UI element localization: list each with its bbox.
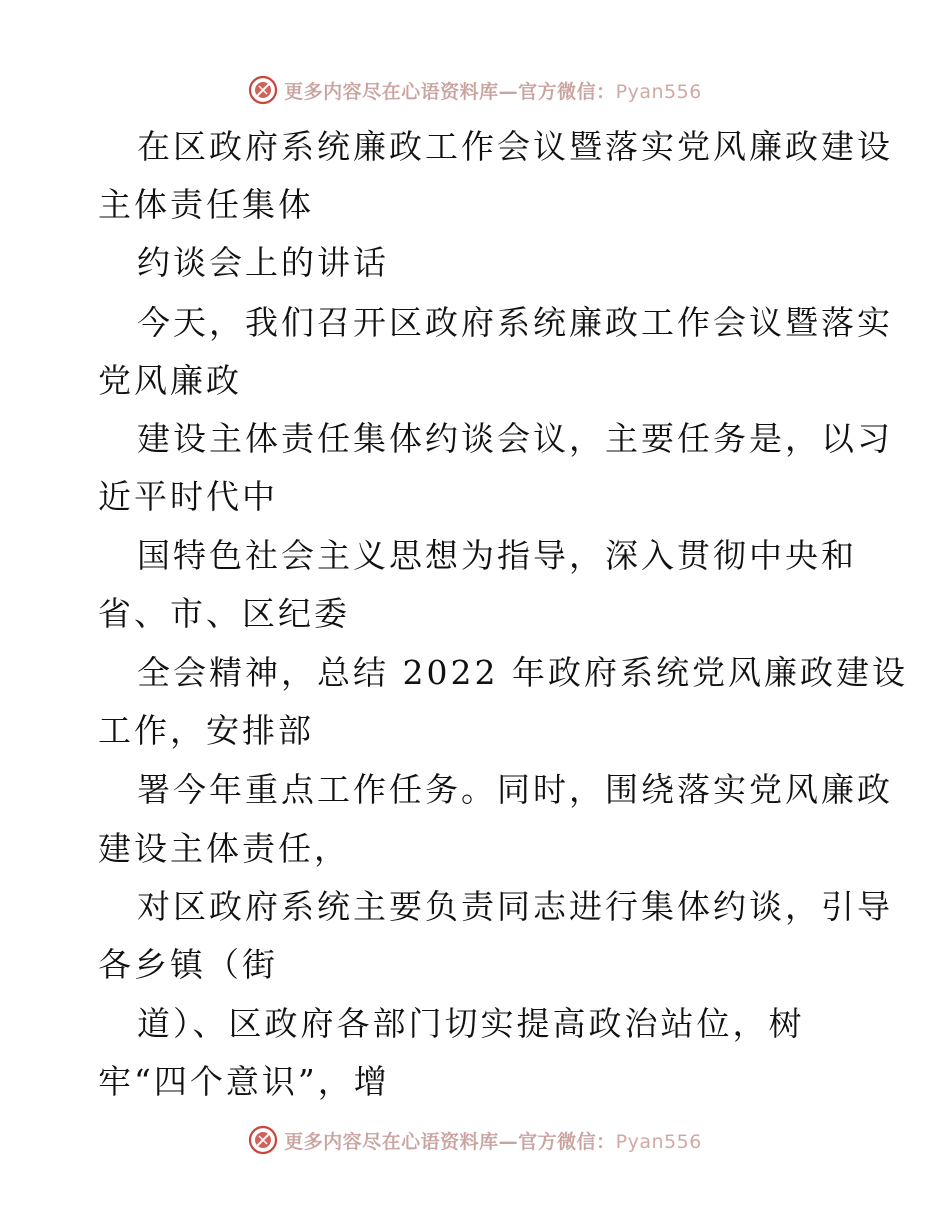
text-line: 党风廉政: [98, 361, 242, 400]
seal-logo-icon: [248, 1125, 278, 1155]
text-line: 各乡镇（街: [98, 945, 278, 984]
text-line: 近平时代中: [98, 477, 278, 516]
text-line: 主体责任集体: [98, 185, 314, 224]
header-watermark-contact: Pyan556: [615, 80, 702, 103]
seal-logo-icon: [248, 75, 278, 105]
text-line: 全会精神，总结 2022 年政府系统党风廉政建设: [137, 653, 908, 692]
footer-watermark-text: 更多内容尽在心语资料库—官方微信：Pyan556: [284, 1130, 702, 1153]
text-line: 国特色社会主义思想为指导，深入贯彻中央和: [137, 536, 857, 575]
text-line: 对区政府系统主要负责同志进行集体约谈，引导: [137, 887, 893, 926]
text-line: 约谈会上的讲话: [137, 243, 389, 282]
footer-watermark-banner: [0, 1120, 950, 1160]
text-line: 建设主体责任，: [98, 829, 350, 868]
text-line: 道）、区政府各部门切实提高政治站位，树: [137, 1004, 805, 1043]
text-line: 省、市、区纪委: [98, 594, 350, 633]
header-watermark-text: 更多内容尽在心语资料库—官方微信：Pyan556: [284, 80, 702, 103]
text-line: 在区政府系统廉政工作会议暨落实党风廉政建设: [137, 127, 893, 166]
text-line: 今天，我们召开区政府系统廉政工作会议暨落实: [137, 303, 893, 342]
text-line: 牢“四个意识”，增: [98, 1062, 390, 1101]
header-watermark-banner: [0, 70, 950, 110]
text-line: 工作，安排部: [98, 711, 314, 750]
text-line: 署今年重点工作任务。同时，围绕落实党风廉政: [137, 770, 893, 809]
footer-watermark-contact: Pyan556: [615, 1130, 702, 1153]
text-line: 建设主体责任集体约谈会议，主要任务是，以习: [137, 419, 893, 458]
